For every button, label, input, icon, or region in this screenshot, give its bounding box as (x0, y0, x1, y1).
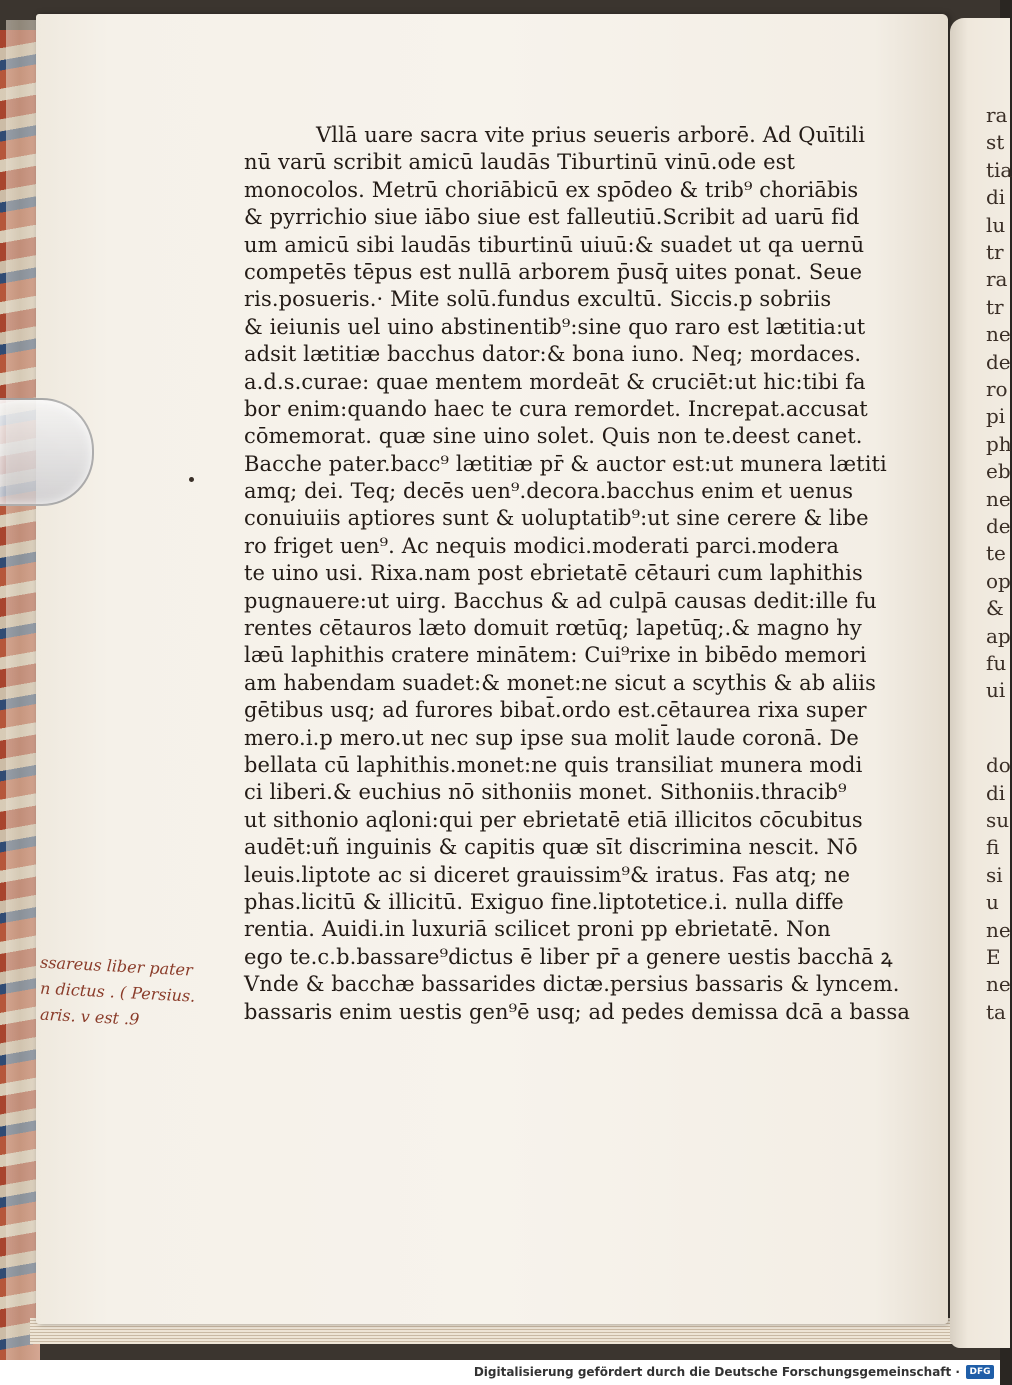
text-line: nū varū scribit amicū laudās Tiburtinū vinū.ode est (244, 150, 796, 175)
text-line: amq; dei. Teq; decēs uen⁹.decora.bacchus enim et uenus (244, 479, 854, 504)
facing-text-fragment: do (986, 753, 1011, 778)
text-line: audēt:uñ inguinis & capitis quæ sīt discrimina nescit. Nō (244, 835, 858, 860)
text-line: pugnauere:ut uirg. Bacchus & ad culpā causas dedit:ille fu (244, 588, 877, 613)
text-line: bellata cū laphithis.monet:ne quis transiliat munera modi (244, 752, 863, 777)
facing-text-fragment: di (986, 185, 1006, 210)
facing-text-fragment: te (986, 541, 1006, 566)
facing-text-fragment: ne (986, 486, 1011, 511)
text-line: & ieiunis uel uino abstinentib⁹:sine quo raro est lætitia:ut (244, 314, 866, 339)
facing-text-fragment: op (986, 568, 1011, 593)
facing-text-fragment: ra (986, 267, 1008, 292)
text-line: te uino usi. Rixa.nam post ebrietatē cētauri cum laphithis (244, 561, 863, 586)
text-line: conuiuiis aptiores sunt & uoluptatib⁹:ut sine cerere & libe (244, 506, 869, 531)
printed-text-block (244, 122, 910, 1026)
text-line: bor enim:quando haec te cura remordet. Increpat.accusat (244, 396, 868, 421)
facing-text-fragment: ui (986, 678, 1006, 703)
facing-text-fragment: su (986, 808, 1010, 832)
facing-page-edge (950, 18, 1010, 1348)
marginal-annotation (39, 952, 245, 1033)
facing-text-fragment: pi (986, 404, 1006, 429)
ink-speck (189, 477, 194, 482)
facing-text-fragment: ap (986, 623, 1011, 648)
text-line: um amicū sibi laudās tiburtinū uiuū:& suadet ut qa uernū (244, 232, 865, 257)
text-line: Vnde & bacchæ bassarides dictæ.persius bassaris & lyncem. (244, 972, 900, 997)
text-line: ut sithonio aqloni:qui per ebrietatē etiā illicitos cōcubitus (244, 807, 863, 832)
facing-text-fragment: ne (986, 322, 1011, 347)
facing-text-fragment: fi (986, 835, 1000, 860)
text-line: adsit lætitiæ bacchus dator:& bona iuno. Neq; mordaces. (244, 342, 862, 367)
facing-text-fragment: eb (986, 459, 1011, 484)
text-line: competēs tēpus est nullā arborem p̄usq̄ uites ponat. Seue (244, 259, 863, 284)
facing-text-fragment: ta (986, 999, 1006, 1024)
facing-text-fragment: ro (986, 377, 1008, 401)
facing-text-fragment: u (986, 890, 999, 915)
text-line: a.d.s.curae: quae mentem mordeāt & cruciēt:ut hic:tibi fa (244, 369, 866, 394)
digitization-footer (0, 1360, 1000, 1385)
facing-text-fragment: st (986, 130, 1005, 155)
text-line: am habendam suadet:& monet:ne sicut a scythis & ab aliis (244, 670, 877, 695)
text-line: rentia. Auidi.in luxuriā scilicet proni pp ebrietatē. Non (244, 917, 831, 942)
text-line: ego te.c.b.bassare⁹dictus ē liber pr̄ a genere uestis bacchā ꝝ (244, 944, 893, 969)
facing-text-fragment: si (986, 862, 1003, 887)
facing-text-fragment: ra (986, 103, 1008, 127)
facing-text-fragment: de (986, 514, 1011, 538)
text-line: læū laphithis cratere minātem: Cui⁹rixe in bibēdo memori (244, 643, 867, 668)
facing-text-fragment: ne (986, 972, 1011, 997)
facing-text-fragment: tr (986, 240, 1004, 264)
text-line: leuis.liptote ac si diceret grauissim⁹& iratus. Fas atq; ne (244, 862, 851, 887)
facing-text-fragment: di (986, 780, 1006, 805)
text-line: monocolos. Metrū choriābicū ex spōdeo & trib⁹ choriābis (244, 177, 859, 202)
margin-note-line: ssareus liber pater (39, 952, 194, 980)
opening-line: Vllā uare sacra vite prius seueris arborē. Ad Quītili (316, 123, 866, 147)
text-line: Bacche pater.bacc⁹ lætitiæ pr̄ & auctor est:ut munera lætiti (244, 451, 887, 476)
facing-text-fragment: fu (986, 651, 1007, 675)
text-line: ris.posueris.· Mite solū.fundus excultū. Siccis.p sobriis (244, 287, 832, 312)
text-line: gētibus usq; ad furores bibat̄.ordo est.cētaurea rixa super (244, 698, 867, 723)
margin-note-line: aris. v est .9 (39, 1004, 140, 1029)
facing-text-fragment: ph (986, 431, 1012, 456)
facing-text-fragment: ne (986, 917, 1011, 942)
text-line: phas.licitū & illicitū. Exiguo fine.liptotetice.i. nulla diffe (244, 889, 844, 914)
facing-text-fragment: E (986, 945, 1001, 969)
page-edge-stack-left (6, 20, 40, 1360)
funding-credit: Digitalisierung gefördert durch die Deutsche Forschungsgemeinschaft · (473, 1365, 960, 1379)
text-line: rentes cētauros læto domuit rœtūq; lapetūq;.& magno hy (244, 616, 862, 641)
text-line: ro friget uen⁹. Ac nequis modici.moderati parci.modera (244, 533, 840, 558)
text-line: ci liberi.& euchius nō sithoniis monet. Sithoniis.thracib⁹ (244, 780, 847, 805)
facing-text-fragment: tr (986, 294, 1004, 319)
dfg-logo: DFG (966, 1365, 994, 1379)
text-line: bassaris enim uestis gen⁹ē usq; ad pedes demissa dcā a bassa (244, 999, 910, 1024)
text-line: mero.i.p mero.ut nec sup ipse sua molit̄ laude coronā. De (244, 725, 859, 750)
facing-text-fragment: tia (986, 157, 1012, 182)
margin-note-line: n dictus . ( Persius. (39, 978, 196, 1006)
text-line: cōmemorat. quæ sine uino solet. Quis non te.deest canet. (244, 424, 863, 449)
facing-text-fragment: lu (986, 212, 1006, 237)
facing-text-fragment: de (986, 349, 1011, 374)
facing-text-fragment: & (986, 596, 1004, 621)
text-line: & pyrrichio siue iābo siue est falleutiū.Scribit ad uarū fid (244, 205, 860, 230)
